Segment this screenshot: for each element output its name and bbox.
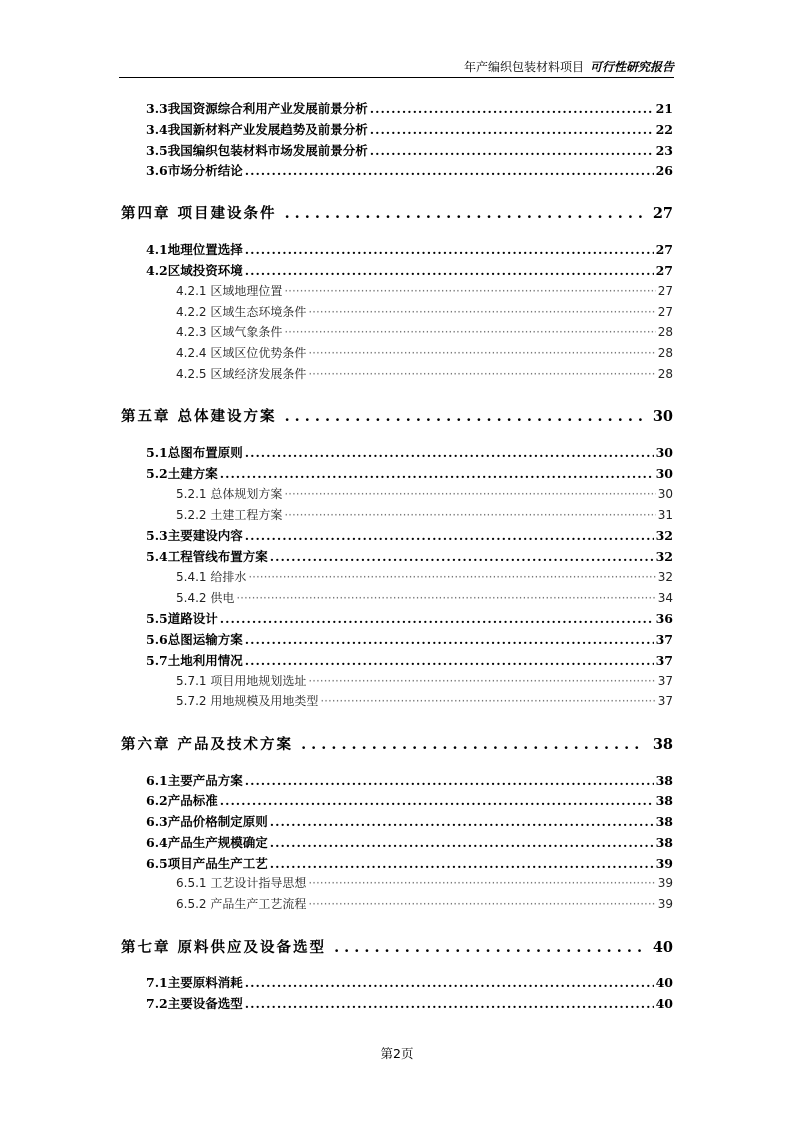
toc-chapter-label: 第五章 总体建设方案 (121, 408, 277, 425)
toc-entry-page: 21 (655, 101, 673, 116)
toc-leader-dots (220, 466, 654, 481)
toc-entry[interactable] (146, 609, 673, 627)
toc-entry-page: 23 (655, 143, 673, 158)
toc-entry[interactable] (146, 973, 673, 991)
toc-subentry[interactable] (176, 323, 673, 340)
toc-entry[interactable] (146, 994, 673, 1012)
toc-subentry[interactable] (176, 282, 673, 299)
toc-chapter[interactable] (121, 936, 673, 957)
toc-leader-dots (284, 487, 655, 501)
toc-entry-label: 6.4产品生产规模确定 (146, 835, 268, 850)
toc-subentry-page: 28 (657, 325, 673, 339)
toc-subentry-label: 5.4.1 给排水 (176, 570, 247, 584)
toc-leader-dots (308, 876, 655, 890)
toc-leader-dots (308, 346, 655, 360)
toc-leader-dots (245, 996, 654, 1011)
toc-leader-dots (301, 736, 645, 753)
toc-subentry-page: 30 (657, 487, 673, 501)
toc-entry-label: 3.6市场分析结论 (146, 163, 243, 178)
toc-entry[interactable] (146, 120, 673, 138)
toc-leader-dots (245, 528, 654, 543)
toc-leader-dots (248, 570, 655, 584)
toc-subentry-page: 34 (657, 591, 673, 605)
toc-entry[interactable] (146, 630, 673, 648)
toc-leader-dots (270, 549, 654, 564)
toc-entry[interactable] (146, 141, 673, 159)
toc-entry-page: 36 (655, 611, 673, 626)
toc-subentry-page: 39 (657, 876, 673, 890)
toc-leader-dots (236, 591, 655, 605)
toc-entry-label: 5.1总图布置原则 (146, 445, 243, 460)
toc-entry[interactable] (146, 526, 673, 544)
toc-subentry-label: 5.2.2 土建工程方案 (176, 508, 283, 522)
toc-subentry-page: 39 (657, 897, 673, 911)
toc-subentry[interactable] (176, 506, 673, 523)
toc-leader-dots (308, 367, 655, 381)
toc-leader-dots (245, 163, 654, 178)
toc-subentry-label: 6.5.2 产品生产工艺流程 (176, 897, 307, 911)
toc-entry[interactable] (146, 771, 673, 789)
toc-leader-dots (285, 408, 645, 425)
toc-entry-label: 6.5项目产品生产工艺 (146, 856, 268, 871)
toc-subentry-label: 5.7.2 用地规模及用地类型 (176, 694, 319, 708)
toc-subentry-page: 31 (657, 508, 673, 522)
toc-subentry[interactable] (176, 568, 673, 585)
toc-subentry-page: 28 (657, 346, 673, 360)
toc-subentry-label: 4.2.3 区域气象条件 (176, 325, 283, 339)
toc-leader-dots (284, 284, 655, 298)
toc-entry-page: 27 (655, 263, 673, 278)
toc-subentry-label: 4.2.1 区域地理位置 (176, 284, 283, 298)
toc-leader-dots (370, 143, 654, 158)
toc-entry[interactable] (146, 547, 673, 565)
toc-entry-label: 4.2区域投资环境 (146, 263, 243, 278)
toc-subentry[interactable] (176, 365, 673, 382)
toc-leader-dots (245, 445, 654, 460)
toc-chapter-page: 27 (652, 205, 673, 222)
toc-chapter[interactable] (121, 733, 673, 754)
toc-entry[interactable] (146, 161, 673, 179)
toc-entry-page: 39 (655, 856, 673, 871)
toc-leader-dots (245, 653, 654, 668)
toc-entry-label: 3.5我国编织包装材料市场发展前景分析 (146, 143, 368, 158)
toc-chapter-page: 40 (652, 939, 673, 956)
toc-subentry-page: 37 (657, 674, 673, 688)
toc-entry[interactable] (146, 464, 673, 482)
toc-leader-dots (284, 508, 655, 522)
toc-subentry-label: 4.2.2 区域生态环境条件 (176, 305, 307, 319)
toc-leader-dots (320, 694, 655, 708)
toc-chapter[interactable] (121, 202, 673, 223)
toc-leader-dots (308, 305, 655, 319)
toc-subentry-page: 32 (657, 570, 673, 584)
toc-subentry[interactable] (176, 874, 673, 891)
toc-entry-page: 38 (655, 773, 673, 788)
toc-entry-page: 30 (655, 445, 673, 460)
toc-leader-dots (245, 263, 654, 278)
toc-leader-dots (245, 975, 654, 990)
toc-entry[interactable] (146, 261, 673, 279)
toc-entry[interactable] (146, 812, 673, 830)
toc-leader-dots (220, 793, 654, 808)
toc-entry-page: 30 (655, 466, 673, 481)
toc-leader-dots (245, 773, 654, 788)
toc-entry-page: 38 (655, 835, 673, 850)
toc-leader-dots (370, 122, 654, 137)
toc-entry-label: 5.3主要建设内容 (146, 528, 243, 543)
toc-subentry-label: 4.2.4 区域区位优势条件 (176, 346, 307, 360)
toc-entry-label: 6.3产品价格制定原则 (146, 814, 268, 829)
toc-entry-page: 22 (655, 122, 673, 137)
toc-entry-page: 37 (655, 653, 673, 668)
toc-entry-page: 27 (655, 242, 673, 257)
toc-entry-label: 5.7土地利用情况 (146, 653, 243, 668)
toc-entry-page: 40 (655, 975, 673, 990)
toc-subentry[interactable] (176, 895, 673, 912)
toc-leader-dots (270, 856, 654, 871)
toc-subentry-label: 4.2.5 区域经济发展条件 (176, 367, 307, 381)
toc-chapter-page: 38 (652, 736, 673, 753)
header-project-title: 年产编织包装材料项目 (463, 60, 584, 74)
toc-leader-dots (284, 325, 655, 339)
toc-chapter-page: 30 (652, 408, 673, 425)
toc-entry-label: 6.2产品标准 (146, 793, 218, 808)
toc-subentry-page: 37 (657, 694, 673, 708)
toc-leader-dots (220, 611, 654, 626)
page-number: 第2页 (380, 1046, 414, 1061)
toc-subentry[interactable] (176, 692, 673, 709)
toc-entry[interactable] (146, 99, 673, 117)
header-doc-type: 可行性研究报告 (589, 60, 674, 74)
toc-entry-label: 5.2土建方案 (146, 466, 218, 481)
toc-entry-page: 40 (655, 996, 673, 1011)
toc-entry-label: 3.3我国资源综合利用产业发展前景分析 (146, 101, 368, 116)
toc-leader-dots (308, 674, 655, 688)
toc-entry[interactable] (146, 240, 673, 258)
toc-leader-dots (308, 897, 655, 911)
toc-leader-dots (245, 242, 654, 257)
toc-leader-dots (370, 101, 654, 116)
toc-leader-dots (245, 632, 654, 647)
toc-chapter-label: 第七章 原料供应及设备选型 (121, 939, 327, 956)
toc-chapter-label: 第六章 产品及技术方案 (121, 736, 294, 753)
toc-leader-dots (285, 205, 645, 222)
toc-entry-label: 7.2主要设备选型 (146, 996, 243, 1011)
toc-entry-label: 6.1主要产品方案 (146, 773, 243, 788)
toc-entry-page: 26 (655, 163, 673, 178)
toc-entry-label: 5.6总图运输方案 (146, 632, 243, 647)
toc-entry-page: 32 (655, 549, 673, 564)
toc-subentry-page: 27 (657, 305, 673, 319)
toc-subentry-label: 5.2.1 总体规划方案 (176, 487, 283, 501)
toc-entry[interactable] (146, 854, 673, 872)
toc-entry-label: 7.1主要原料消耗 (146, 975, 243, 990)
toc-subentry[interactable] (176, 485, 673, 502)
toc-leader-dots (270, 814, 654, 829)
toc-subentry[interactable] (176, 672, 673, 689)
toc-entry-label: 5.4工程管线布置方案 (146, 549, 268, 564)
toc-subentry[interactable] (176, 589, 673, 606)
toc-entry[interactable] (146, 791, 673, 809)
toc-subentry-label: 5.7.1 项目用地规划选址 (176, 674, 307, 688)
toc-leader-dots (270, 835, 654, 850)
toc-subentry[interactable] (176, 303, 673, 320)
toc-subentry-label: 5.4.2 供电 (176, 591, 235, 605)
toc-chapter[interactable] (121, 405, 673, 426)
toc-entry-label: 3.4我国新材料产业发展趋势及前景分析 (146, 122, 368, 137)
toc-entry-page: 38 (655, 814, 673, 829)
toc-chapter-label: 第四章 项目建设条件 (121, 205, 277, 222)
toc-entry-page: 38 (655, 793, 673, 808)
toc-subentry-label: 6.5.1 工艺设计指导思想 (176, 876, 307, 890)
toc-subentry[interactable] (176, 344, 673, 361)
toc-entry-label: 4.1地理位置选择 (146, 242, 243, 257)
toc-subentry-page: 27 (657, 284, 673, 298)
toc-entry-page: 37 (655, 632, 673, 647)
toc-entry-page: 32 (655, 528, 673, 543)
toc-leader-dots (334, 939, 645, 956)
toc-entry[interactable] (146, 833, 673, 851)
toc-subentry-page: 28 (657, 367, 673, 381)
toc-entry[interactable] (146, 651, 673, 669)
toc-entry[interactable] (146, 443, 673, 461)
toc-entry-label: 5.5道路设计 (146, 611, 218, 626)
